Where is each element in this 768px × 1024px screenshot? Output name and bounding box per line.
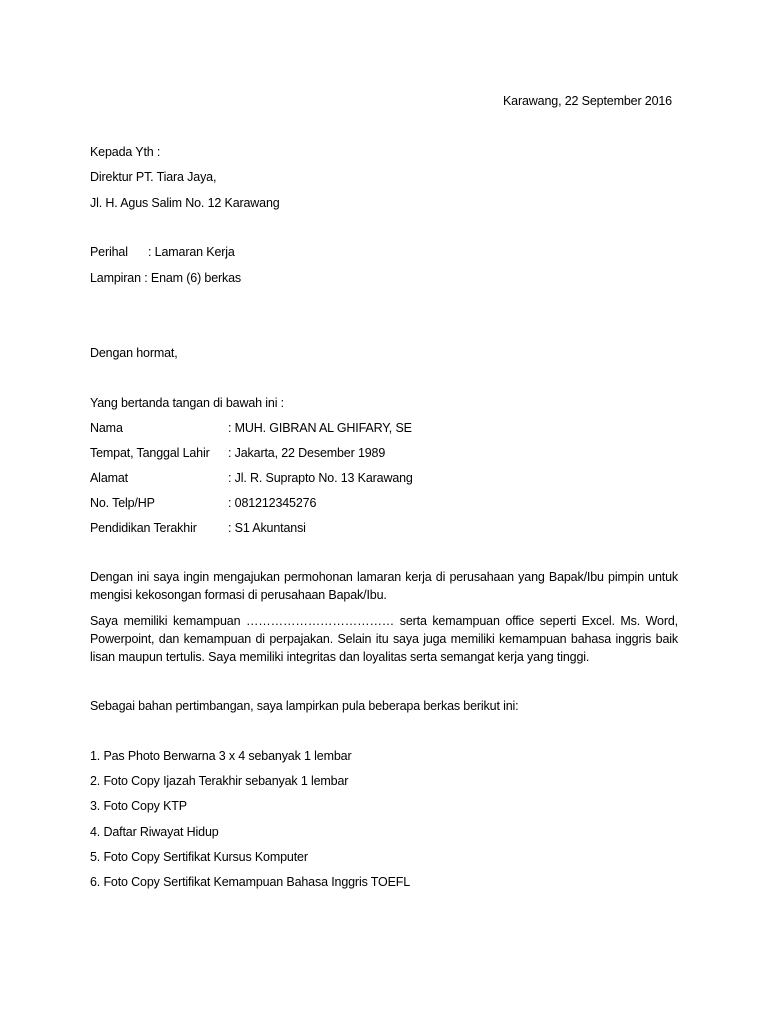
detail-value: : S1 Akuntansi — [228, 521, 306, 535]
paragraph-application: Dengan ini saya ingin mengajukan permohonan lamaran kerja di perusahaan yang Bapak/Ibu pimpin untuk mengisi kekosongan formasi di perusahaan Bapak/Ibu. — [90, 570, 678, 602]
letter-date: Karawang, 22 September 2016 — [503, 94, 672, 108]
detail-row — [90, 445, 385, 461]
detail-value: : Jl. R. Suprapto No. 13 Karawang — [228, 471, 413, 485]
detail-value: : MUH. GIBRAN AL GHIFARY, SE — [228, 421, 412, 435]
recipient-address: Jl. H. Agus Salim No. 12 Karawang — [90, 196, 280, 210]
detail-value: : Jakarta, 22 Desember 1989 — [228, 446, 386, 460]
detail-value: : 081212345276 — [228, 496, 317, 510]
perihal-label: Perihal — [90, 245, 128, 259]
attachment-item: 4. Daftar Riwayat Hidup — [90, 825, 219, 839]
intro-line: Yang bertanda tangan di bawah ini : — [90, 396, 284, 410]
attachment-item: 1. Pas Photo Berwarna 3 x 4 sebanyak 1 lembar — [90, 749, 352, 763]
detail-row — [90, 470, 413, 486]
detail-row — [90, 520, 306, 536]
attachment-item: 2. Foto Copy Ijazah Terakhir sebanyak 1 lembar — [90, 774, 349, 788]
detail-label: Tempat, Tanggal Lahir — [90, 446, 210, 460]
perihal-value: : Lamaran Kerja — [148, 245, 235, 259]
recipient-greeting: Kepada Yth : — [90, 145, 161, 159]
detail-label: Alamat — [90, 471, 129, 485]
lampiran-line: Lampiran : Enam (6) berkas — [90, 271, 242, 285]
attachment-item: 6. Foto Copy Sertifikat Kemampuan Bahasa Inggris TOEFL — [90, 875, 411, 889]
detail-label: No. Telp/HP — [90, 496, 155, 510]
attachment-item: 5. Foto Copy Sertifikat Kursus Komputer — [90, 850, 308, 864]
paragraph-abilities: Saya memiliki kemampuan ……………………………… serta kemampuan office seperti Excel. Ms. Word, Powerpoint, dan kemampuan di perpajakan. Selain itu saya juga memiliki kemampuan bahasa inggris baik lisan maupun tertulis. Saya memiliki integritas dan loyalitas serta semangat kerja yang tinggi. — [90, 614, 678, 664]
detail-label: Nama — [90, 421, 123, 435]
attachment-item: 3. Foto Copy KTP — [90, 799, 187, 813]
perihal-line — [90, 244, 235, 260]
detail-label: Pendidikan Terakhir — [90, 521, 197, 535]
detail-row — [90, 420, 412, 436]
attachments-intro: Sebagai bahan pertimbangan, saya lampirkan pula beberapa berkas berikut ini: — [90, 699, 519, 713]
salutation: Dengan hormat, — [90, 346, 178, 360]
detail-row — [90, 495, 316, 511]
recipient-name: Direktur PT. Tiara Jaya, — [90, 170, 217, 184]
